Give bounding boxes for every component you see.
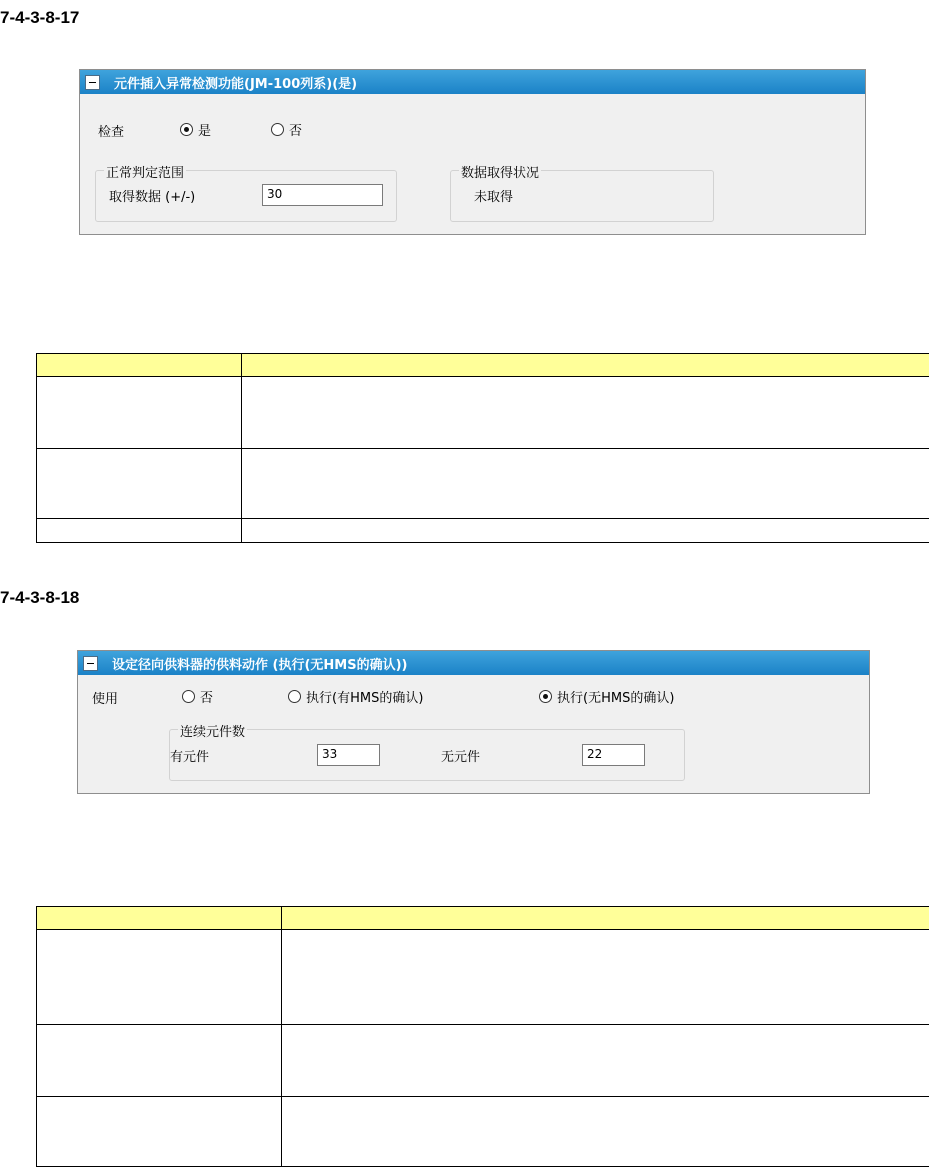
panel-title-bar [78,651,869,675]
table-cell [282,930,929,1025]
group-legend: 数据取得状况 [459,162,541,181]
table-cell [37,519,242,543]
collapse-icon[interactable] [83,656,98,671]
radio-label: 否 [200,691,214,706]
table-row [37,1097,929,1167]
table-row [37,930,929,1025]
data-status-group [450,166,714,222]
table-cell [37,449,242,519]
table-cell [242,519,929,543]
table-header-row [37,907,929,930]
use-no-radio[interactable] [182,687,213,706]
insertion-anomaly-panel [79,69,866,235]
table-cell [282,1097,929,1167]
table-cell [37,1097,282,1167]
table-row [37,449,929,519]
collapse-icon[interactable] [85,75,100,90]
table-row [37,1025,929,1097]
use-execute-with-hms-radio[interactable] [288,687,423,706]
radio-unselected-icon [182,690,195,703]
table-header-cell [242,354,929,377]
consecutive-count-group [169,725,685,781]
acquired-data-input[interactable]: 30 [262,184,383,206]
radio-label: 执行(有HMS的确认) [306,691,424,706]
spec-table-18 [36,906,929,1167]
table-row [37,519,929,543]
table-header-cell [37,907,282,930]
use-label: 使用 [92,692,119,707]
normal-range-group [95,166,397,222]
radio-selected-icon [539,690,552,703]
check-yes-radio[interactable] [180,120,211,139]
without-component-input[interactable]: 22 [582,744,645,766]
panel-title: 设定径向供料器的供料动作 (执行(无HMS的确认)) [112,657,408,673]
with-component-input[interactable]: 33 [317,744,380,766]
table-header-row [37,354,929,377]
group-legend: 正常判定范围 [104,162,186,181]
table-cell [242,449,929,519]
panel-title: 元件插入异常检测功能(JM-100列系)(是) [114,76,358,92]
table-header-cell [37,354,242,377]
radio-unselected-icon [288,690,301,703]
radio-unselected-icon [271,123,284,136]
check-label: 检查 [98,125,125,140]
section-heading-18: 7-4-3-8-18 [0,588,80,607]
group-legend: 连续元件数 [178,721,247,740]
spec-table-17 [36,353,929,543]
radio-selected-icon [180,123,193,136]
table-cell [37,377,242,449]
section-heading-17: 7-4-3-8-17 [0,8,80,27]
without-component-label: 无元件 [441,750,481,765]
with-component-label: 有元件 [170,750,210,765]
check-no-radio[interactable] [271,120,302,139]
table-cell [242,377,929,449]
panel-title-bar [80,70,865,94]
radial-feeder-panel [77,650,870,794]
data-status-value: 未取得 [474,190,514,205]
radio-label: 是 [198,124,212,139]
use-execute-without-hms-radio[interactable] [539,687,674,706]
table-cell [37,930,282,1025]
table-cell [37,1025,282,1097]
table-cell [282,1025,929,1097]
acquired-data-label: 取得数据 (+/-) [109,190,196,205]
table-header-cell [282,907,929,930]
radio-label: 执行(无HMS的确认) [557,691,675,706]
radio-label: 否 [289,124,303,139]
table-row [37,377,929,449]
